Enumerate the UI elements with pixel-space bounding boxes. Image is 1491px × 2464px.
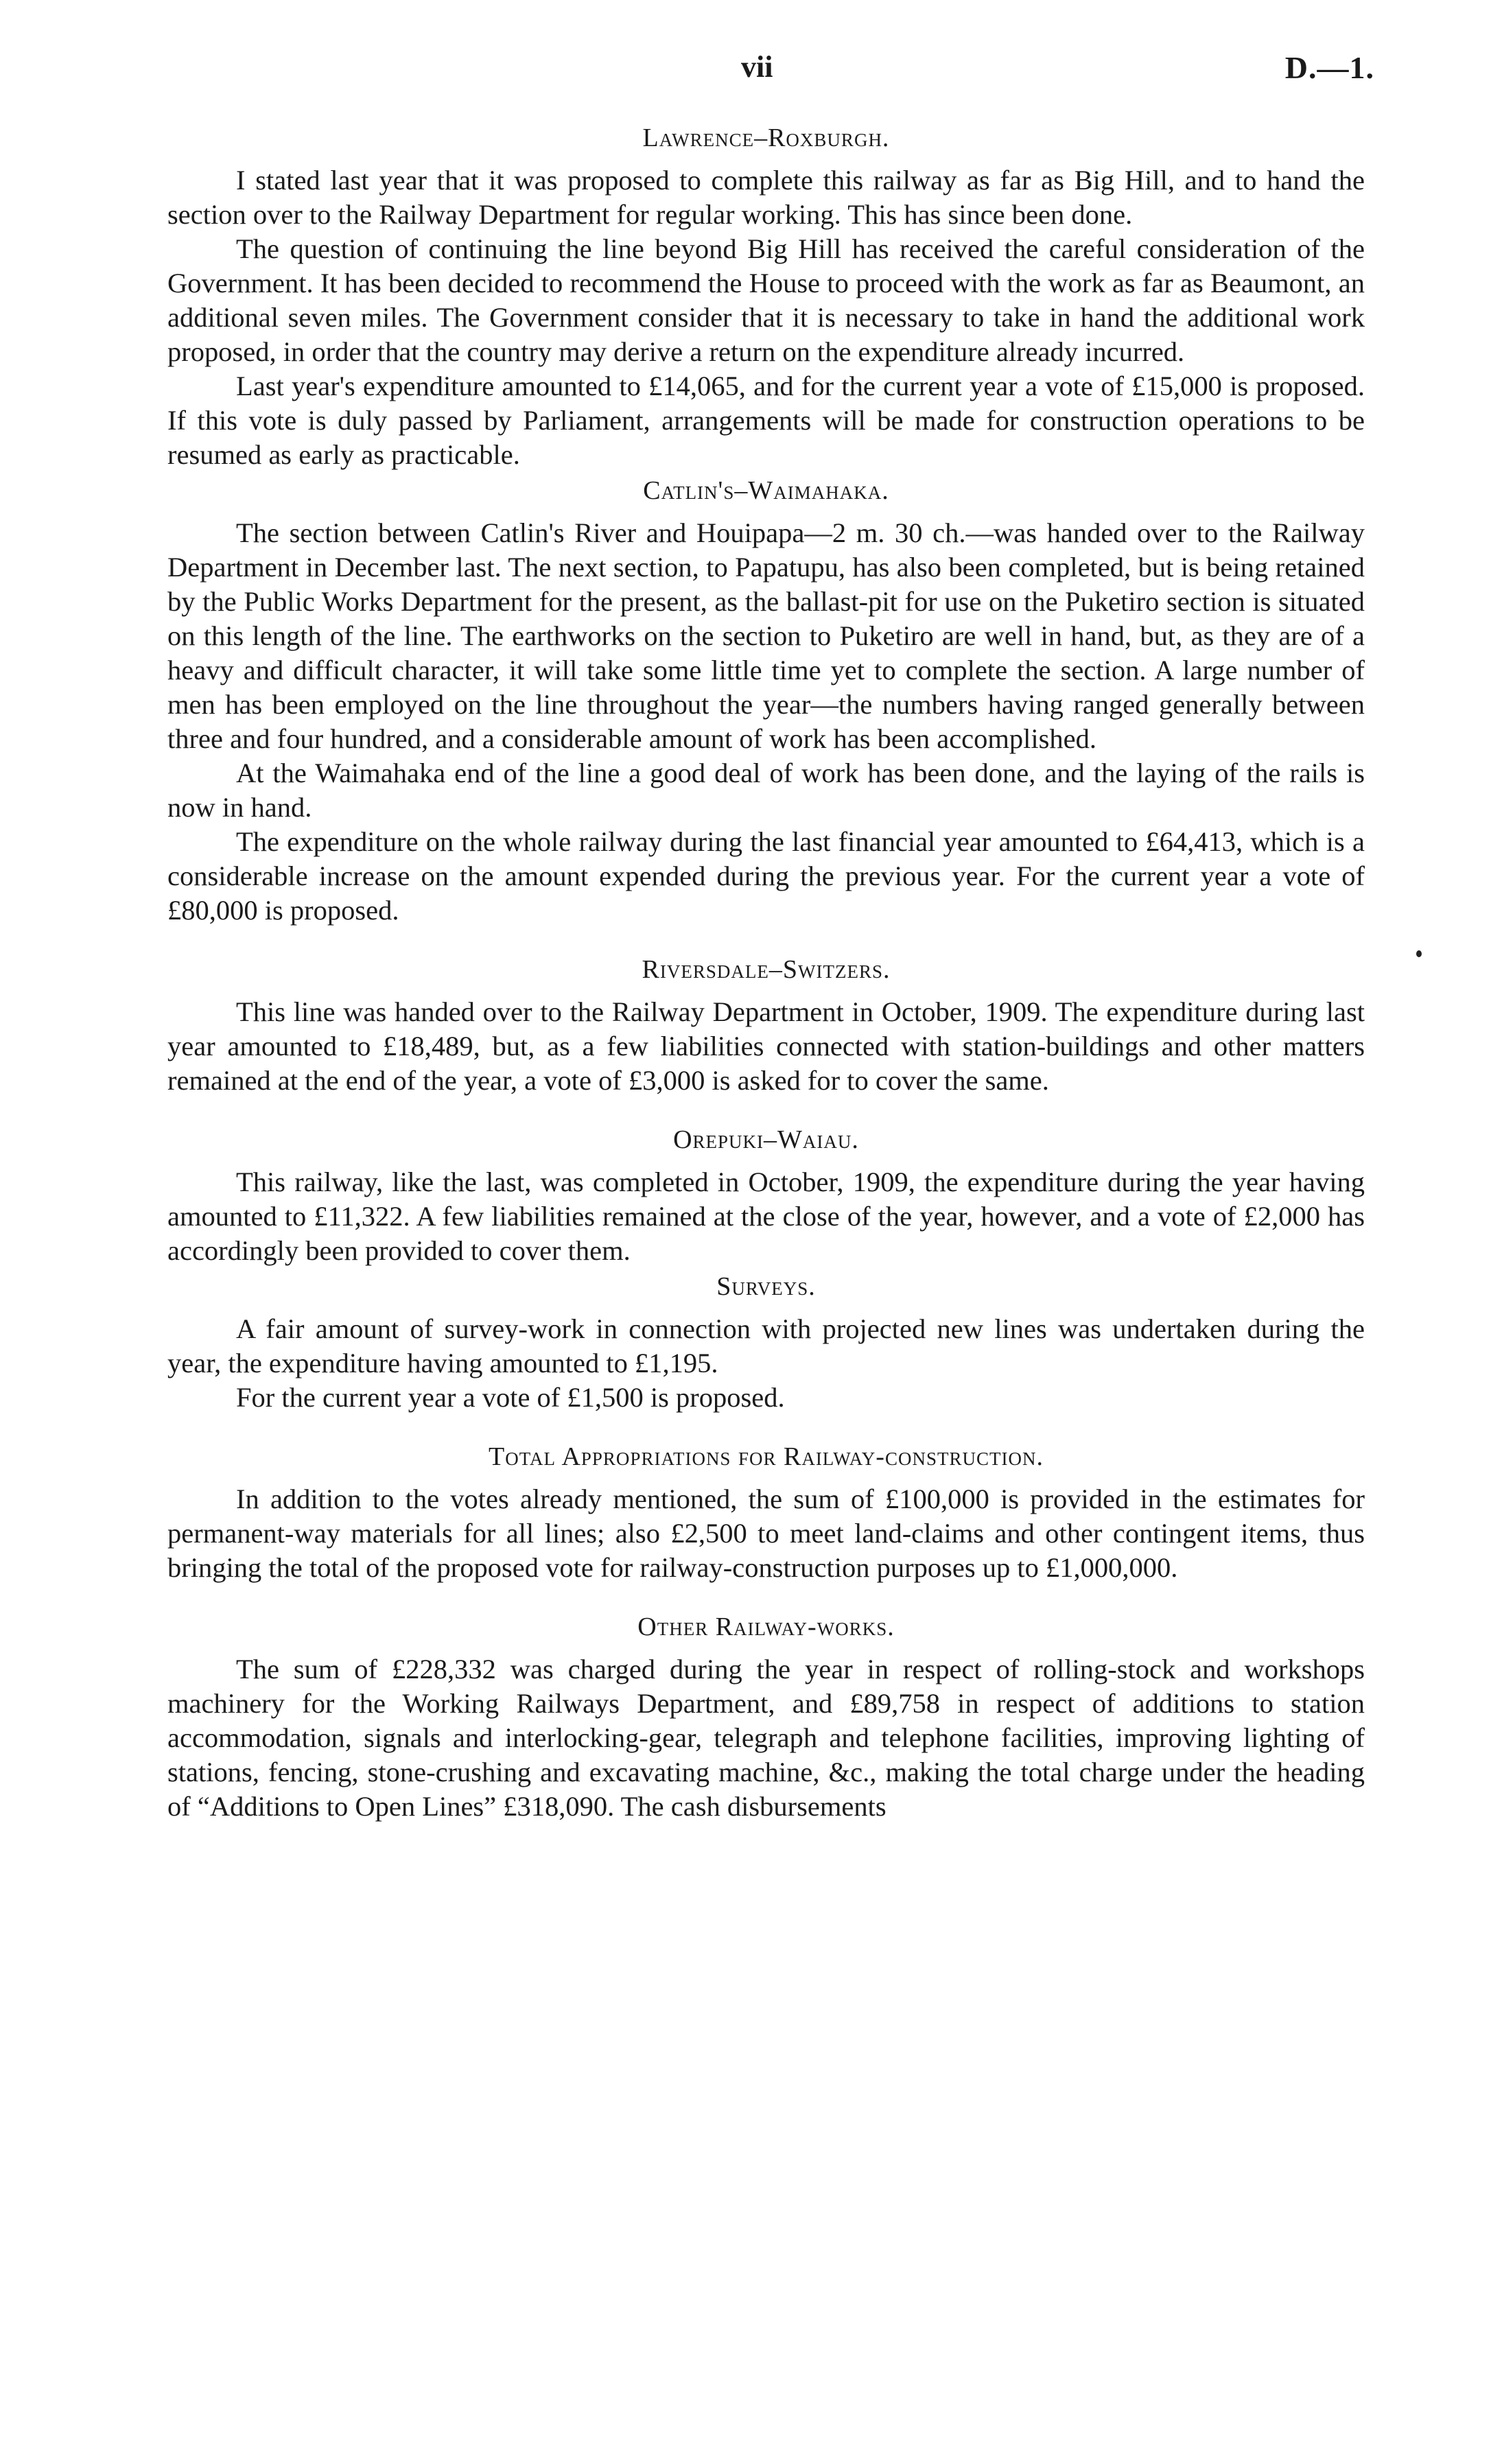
paragraph: The expenditure on the whole railway during the last financial year amounted to £64,413, which is a considerable increase on the amount expended during the previous year. For the current year a vote of £80,000 is proposed. (167, 826, 1365, 926)
paragraph: At the Waimahaka end of the line a good deal of work has been done, and the laying of the rails is now in hand. (167, 758, 1365, 823)
paragraph: The sum of £228,332 was charged during the year in respect of rolling-stock and workshops machinery for the Working Railways Department, and £89,758 in respect of additions to station accommodation, signals and interlocking-gear, telegraph and telephone facilities, improving lighting of stations, fencing, stone-crushing and excavating machine, &c., making the total charge under the heading of “Additions to Open Lines” £318,090. The cash disbursements (167, 1654, 1365, 1822)
section-riversdale-switzers (167, 954, 1365, 1098)
section-lawrence-roxburgh (167, 122, 1365, 472)
section-orepuki-waiau (167, 1124, 1365, 1268)
paragraph: For the current year a vote of £1,500 is proposed. (236, 1382, 785, 1413)
document-reference: D.—1. (1284, 50, 1374, 85)
paragraph: In addition to the votes already mentioned, the sum of £100,000 is provided in the estimates for permanent-way materials for all lines; also £2,500 to meet land-claims and other contingent items, thus bringing the total of the proposed vote for railway-construction purposes up to £1,000,000. (167, 1483, 1365, 1583)
section-heading: Surveys. (716, 1272, 816, 1301)
paragraph: A fair amount of survey-work in connection with projected new lines was undertaken during the year, the expenditure having amounted to £1,195. (167, 1313, 1365, 1378)
page-number: vii (741, 50, 773, 84)
section-heading: Riversdale–Switzers. (642, 955, 891, 984)
section-heading: Catlin's–Waimahaka. (643, 476, 889, 505)
section-heading: Orepuki–Waiau. (673, 1125, 859, 1154)
paragraph: The question of continuing the line beyond Big Hill has received the careful consideration of the Government. It has been decided to recommend the House to proceed with the work as far as Beaumont, an additional seven miles. The Government consider that it is necessary to take in hand the additional work proposed, in order that the country may derive a return on the expenditure already incurred. (167, 233, 1365, 367)
section-other-railway-works (167, 1611, 1365, 1824)
paragraph: The section between Catlin's River and Houipapa—2 m. 30 ch.—was handed over to the Railway Department in December last. The next section, to Papatupu, has also been completed, but is being retained by the Public Works Department for the present, as the ballast-pit for use on the Puketiro section is situated on this length of the line. The earthworks on the section to Puketiro are well in hand, but, as they are of a heavy and difficult character, it will take some little time yet to complete the section. A large number of men has been employed on the line throughout the year—the numbers having ranged generally between three and four hundred, and a considerable amount of work has been accomplished. (167, 517, 1365, 754)
section-heading: Total Appropriations for Railway-construction. (489, 1442, 1044, 1471)
paragraph: Last year's expenditure amounted to £14,065, and for the current year a vote of £15,000 is proposed. If this vote is duly passed by Parliament, arrangements will be made for construction operations to be resumed as early as practicable. (167, 371, 1365, 470)
margin-mark (1416, 950, 1422, 957)
section-heading: Other Railway-works. (637, 1612, 895, 1641)
paragraph: This line was handed over to the Railway Department in October, 1909. The expenditure during last year amounted to £18,489, but, as a few liabilities connected with station-buildings and other matters remained at the end of the year, a vote of £3,000 is asked for to cover the same. (167, 996, 1365, 1096)
section-total-appropriations (167, 1441, 1365, 1585)
paragraph: I stated last year that it was proposed to complete this railway as far as Big Hill, and to hand the section over to the Railway Department for regular working. This has since been done. (167, 165, 1365, 230)
section-surveys (167, 1271, 1365, 1415)
section-catlins-waimahaka (167, 475, 1365, 928)
section-heading: Lawrence–Roxburgh. (642, 124, 890, 152)
paragraph: This railway, like the last, was completed in October, 1909, the expenditure during the year having amounted to £11,322. A few liabilities remained at the close of the year, however, and a vote of £2,000 has accordingly been provided to cover them. (167, 1166, 1365, 1266)
page-body (167, 122, 1365, 1827)
